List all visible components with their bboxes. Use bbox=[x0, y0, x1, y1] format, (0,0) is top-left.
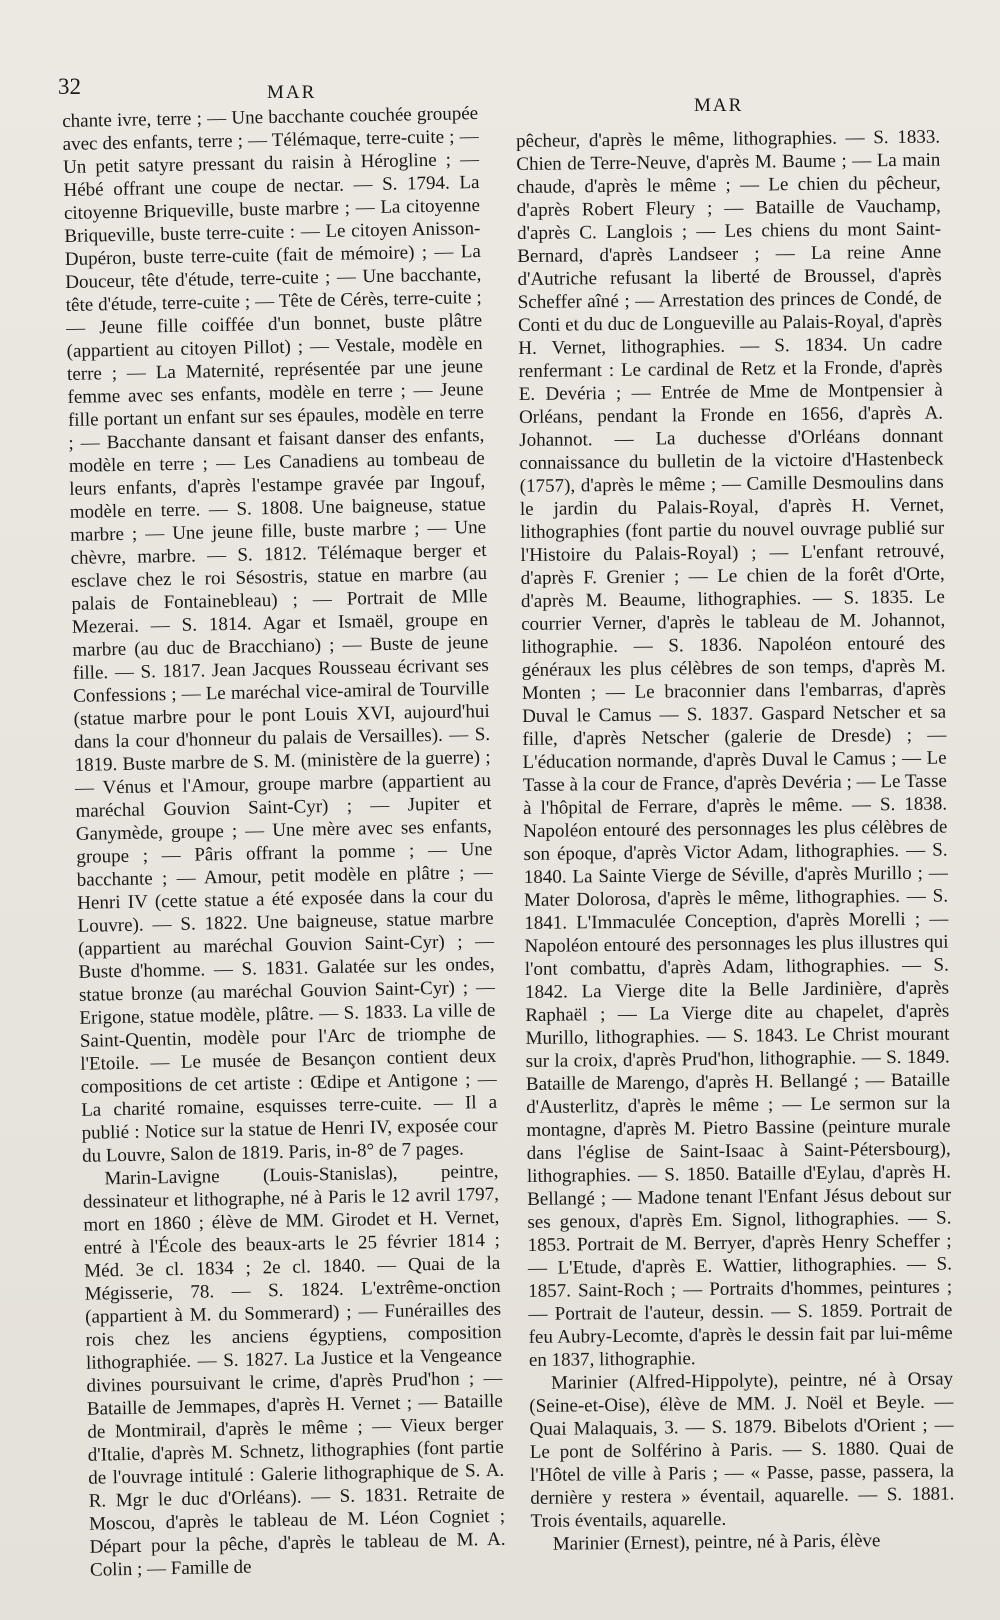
running-head-right: MAR bbox=[694, 95, 744, 116]
entry-marin-lavigne: Marin-Lavigne (Louis-Stanislas), peintre, dessinateur et lithographe, né à Paris le 12 avril 1797, mort en 1860 ; élève de MM. Girodet et H. Vernet, entré à l'École des beaux-arts le 25 février 1814 ; Méd. 3e cl. 1834 ; 2e cl. 1840. — Quai de la Mégisserie, 78. — S. 1824. L'extrême-onction (appartient à M. du Sommerard) ; — Funérailles des rois chez les anciens égyptiens, composition lithographiée. — S. 1827. La Justice et la Vengeance divines poursuivant le crime, d'après Prud'hon ; — Bataille de Jemmapes, d'après H. Vernet ; — Bataille de Montmirail, d'après le même ; — Vieux berger d'Italie, d'après M. Schnetz, lithographies (font partie de l'ouvrage intitulé : Galerie lithographique de S. A. R. Mgr le duc d'Orléans). — S. 1831. Retraite de Moscou, d'après le tableau de M. Léon Cogniet ; Départ pour la pêche, d'après le tableau de M. A. Colin ; — Famille de bbox=[82, 1160, 506, 1581]
left-continuation-paragraph: chante ivre, terre ; — Une bacchante couchée groupée avec des enfants, terre ; — Télémaque, terre-cuite ; — Un petit satyre pressant du raisin à Hérogline ; — Hébé offrant une coupe de nectar. — S. 1794. La citoyenne Briqueville, buste marbre ; — La citoyenne Briqueville, buste terre-cuite : — Le citoyen Anisson-Dupéron, buste terre-cuite (fait de mémoire) ; — La Douceur, tête d'étude, terre-cuite ; — Une bacchante, tête d'étude, terre-cuite ; — Tête de Cérès, terre-cuite ; — Jeune fille coiffée d'un bonnet, buste plâtre (appartient au citoyen Pillot) ; — Vestale, modèle en terre ; — La Maternité, représentée par une jeune femme avec ses enfants, modèle en terre ; — Jeune fille portant un enfant sur ses épaules, modèle en terre ; — Bacchante dansant et faisant danser des enfants, modèle en terre ; — Les Canadiens au tombeau de leurs enfants, d'après l'estampe gravée par Ingouf, modèle en terre. — S. 1808. Une baigneuse, statue marbre ; — Une jeune fille, buste marbre ; — Une chèvre, marbre. — S. 1812. Télémaque berger et esclave chez le roi Sésostris, statue en marbre (au palais de Fontainebleau) ; — Portrait de Mlle Mezerai. — S. 1814. Agar et Ismaël, groupe en marbre (au duc de Bracchiano) ; — Buste de jeune fille. — S. 1817. Jean Jacques Rousseau écrivant ses Confessions ; — Le maréchal vice-amiral de Tourville (statue marbre pour le pont Louis XVI, aujourd'hui dans la cour d'honneur du palais de Versailles). — S. 1819. Buste marbre de S. M. (ministère de la guerre) ; — Vénus et l'Amour, groupe marbre (appartient au maréchal Gouvion Saint-Cyr) ; — Jupiter et Ganymède, groupe ; — Une mère avec ses enfants, groupe ; — Pâris offrant la pomme ; — Une bacchante ; — Amour, petit modèle en plâtre ; — Henri IV (cette statue a été exposée dans la cour du Louvre). — S. 1822. Une baigneuse, statue marbre (appartient au maréchal Gouvion Saint-Cyr) ; — Buste d'homme. — S. 1831. Galatée sur les ondes, statue bronze (au maréchal Gouvion Saint-Cyr) ; — Erigone, statue modèle, plâtre. — S. 1833. La ville de Saint-Quentin, modèle pour l'Arc de triomphe de l'Etoile. — Le musée de Besançon contient deux compositions de cet artiste : Œdipe et Antigone ; — La charité romaine, esquisses terre-cuite. — Il a publié : Notice sur la statue de Henri IV, exposée cour du Louvre, Salon de 1819. Paris, in-8° de 7 pages. bbox=[62, 103, 498, 1167]
entry-marinier-alfred: Marinier (Alfred-Hippolyte), peintre, né à Orsay (Seine-et-Oise), élève de MM. J. Noël et Beyle. — Quai Malaquais, 3. — S. 1879. Bibelots d'Orient ; — Le pont de Solférino à Paris. — S. 1880. Quai de l'Hôtel de ville à Paris ; — « Passe, passe, passera, la dernière y restera » éventail, aquarelle. — S. 1881. Trois éventails, aquarelle. bbox=[529, 1368, 955, 1532]
left-text-column bbox=[62, 102, 506, 1582]
right-continuation-paragraph: pêcheur, d'après le même, lithographies. — S. 1833. Chien de Terre-Neuve, d'après M. Baume ; — La main chaude, d'après le même ; — Le chien du pêcheur, d'après Robert Fleury ; — Bataille de Vauchamp, d'après C. Langlois ; — Les chiens du mont Saint-Bernard, d'après Landseer ; — La reine Anne d'Autriche refusant la liberté de Broussel, d'après Scheffer aîné ; — Arrestation des princes de Condé, de Conti et du duc de Longueville au Palais-Royal, d'après H. Vernet, lithographies. — S. 1834. Un cadre renfermant : Le cardinal de Retz et la Fronde, d'après E. Devéria ; — Entrée de Mme de Montpensier à Orléans, pendant la Fronde en 1656, d'après A. Johannot. — La duchesse d'Orléans donnant connaissance du bulletin de la victoire d'Hastenbeck (1757), d'après le même ; — Camille Desmoulins dans le jardin du Palais-Royal, d'après H. Vernet, lithographies (font partie du nouvel ouvrage publié sur l'Histoire du Palais-Royal) ; — L'enfant retrouvé, d'après F. Grenier ; — Le chien de la forêt d'Orte, d'après M. Beaume, lithographies. — S. 1835. Le courrier Verner, d'après le tableau de M. Johannot, lithographie. — S. 1836. Napoléon entouré des généraux les plus célèbres de son temps, d'après M. Monten ; — Le braconnier dans l'embarras, d'après Duval le Camus — S. 1837. Gaspard Netscher et sa fille, d'après Netscher (galerie de Dresde) ; — L'éducation normande, d'après Duval le Camus ; — Le Tasse à la cour de France, d'après Devéria ; — Le Tasse à l'hôpital de Ferrare, d'après le même. — S. 1838. Napoléon entouré des personnages les plus célèbres de son époque, d'après Victor Adam, lithographies. — S. 1840. La Sainte Vierge de Séville, d'après Murillo ; — Mater Dolorosa, d'après le même, lithographies. — S. 1841. L'Immaculée Conception, d'après Morelli ; — Napoléon entouré des personnages les plus illustres qui l'ont combattu, d'après Adam, lithographies. — S. 1842. La Vierge dite la Belle Jardinière, d'après Raphaël ; — La Vierge dite au chapelet, d'après Murillo, lithographies. — S. 1843. Le Christ mourant sur la croix, d'après Prud'hon, lithographie. — S. 1849. Bataille de Marengo, d'après H. Bellangé ; — Bataille d'Austerlitz, d'après le même ; — Le sermon sur la montagne, d'après M. Pietro Bassine (peinture murale dans l'église de Saint-Isaac à Saint-Pétersbourg), lithographies. — S. 1850. Bataille d'Eylau, d'après H. Bellangé ; — Madone tenant l'Enfant Jésus debout sur ses genoux, d'après Em. Signol, lithographies. — S. 1853. Portrait de M. Berryer, d'après Henry Scheffer ; — L'Etude, d'après E. Wattier, lithographies. — S. 1857. Saint-Roch ; — Portraits d'hommes, peintures ; — Portrait de l'auteur, dessin. — S. 1859. Portrait de feu Aubry-Lecomte, d'après le dessin fait par lui-même en 1837, lithographie. bbox=[516, 126, 953, 1371]
right-text-column bbox=[516, 126, 955, 1556]
page-number: 32 bbox=[58, 74, 81, 99]
running-head-left: MAR bbox=[267, 82, 317, 103]
entry-marinier-ernest: Marinier (Ernest), peintre, né à Paris, élève bbox=[552, 1530, 881, 1555]
